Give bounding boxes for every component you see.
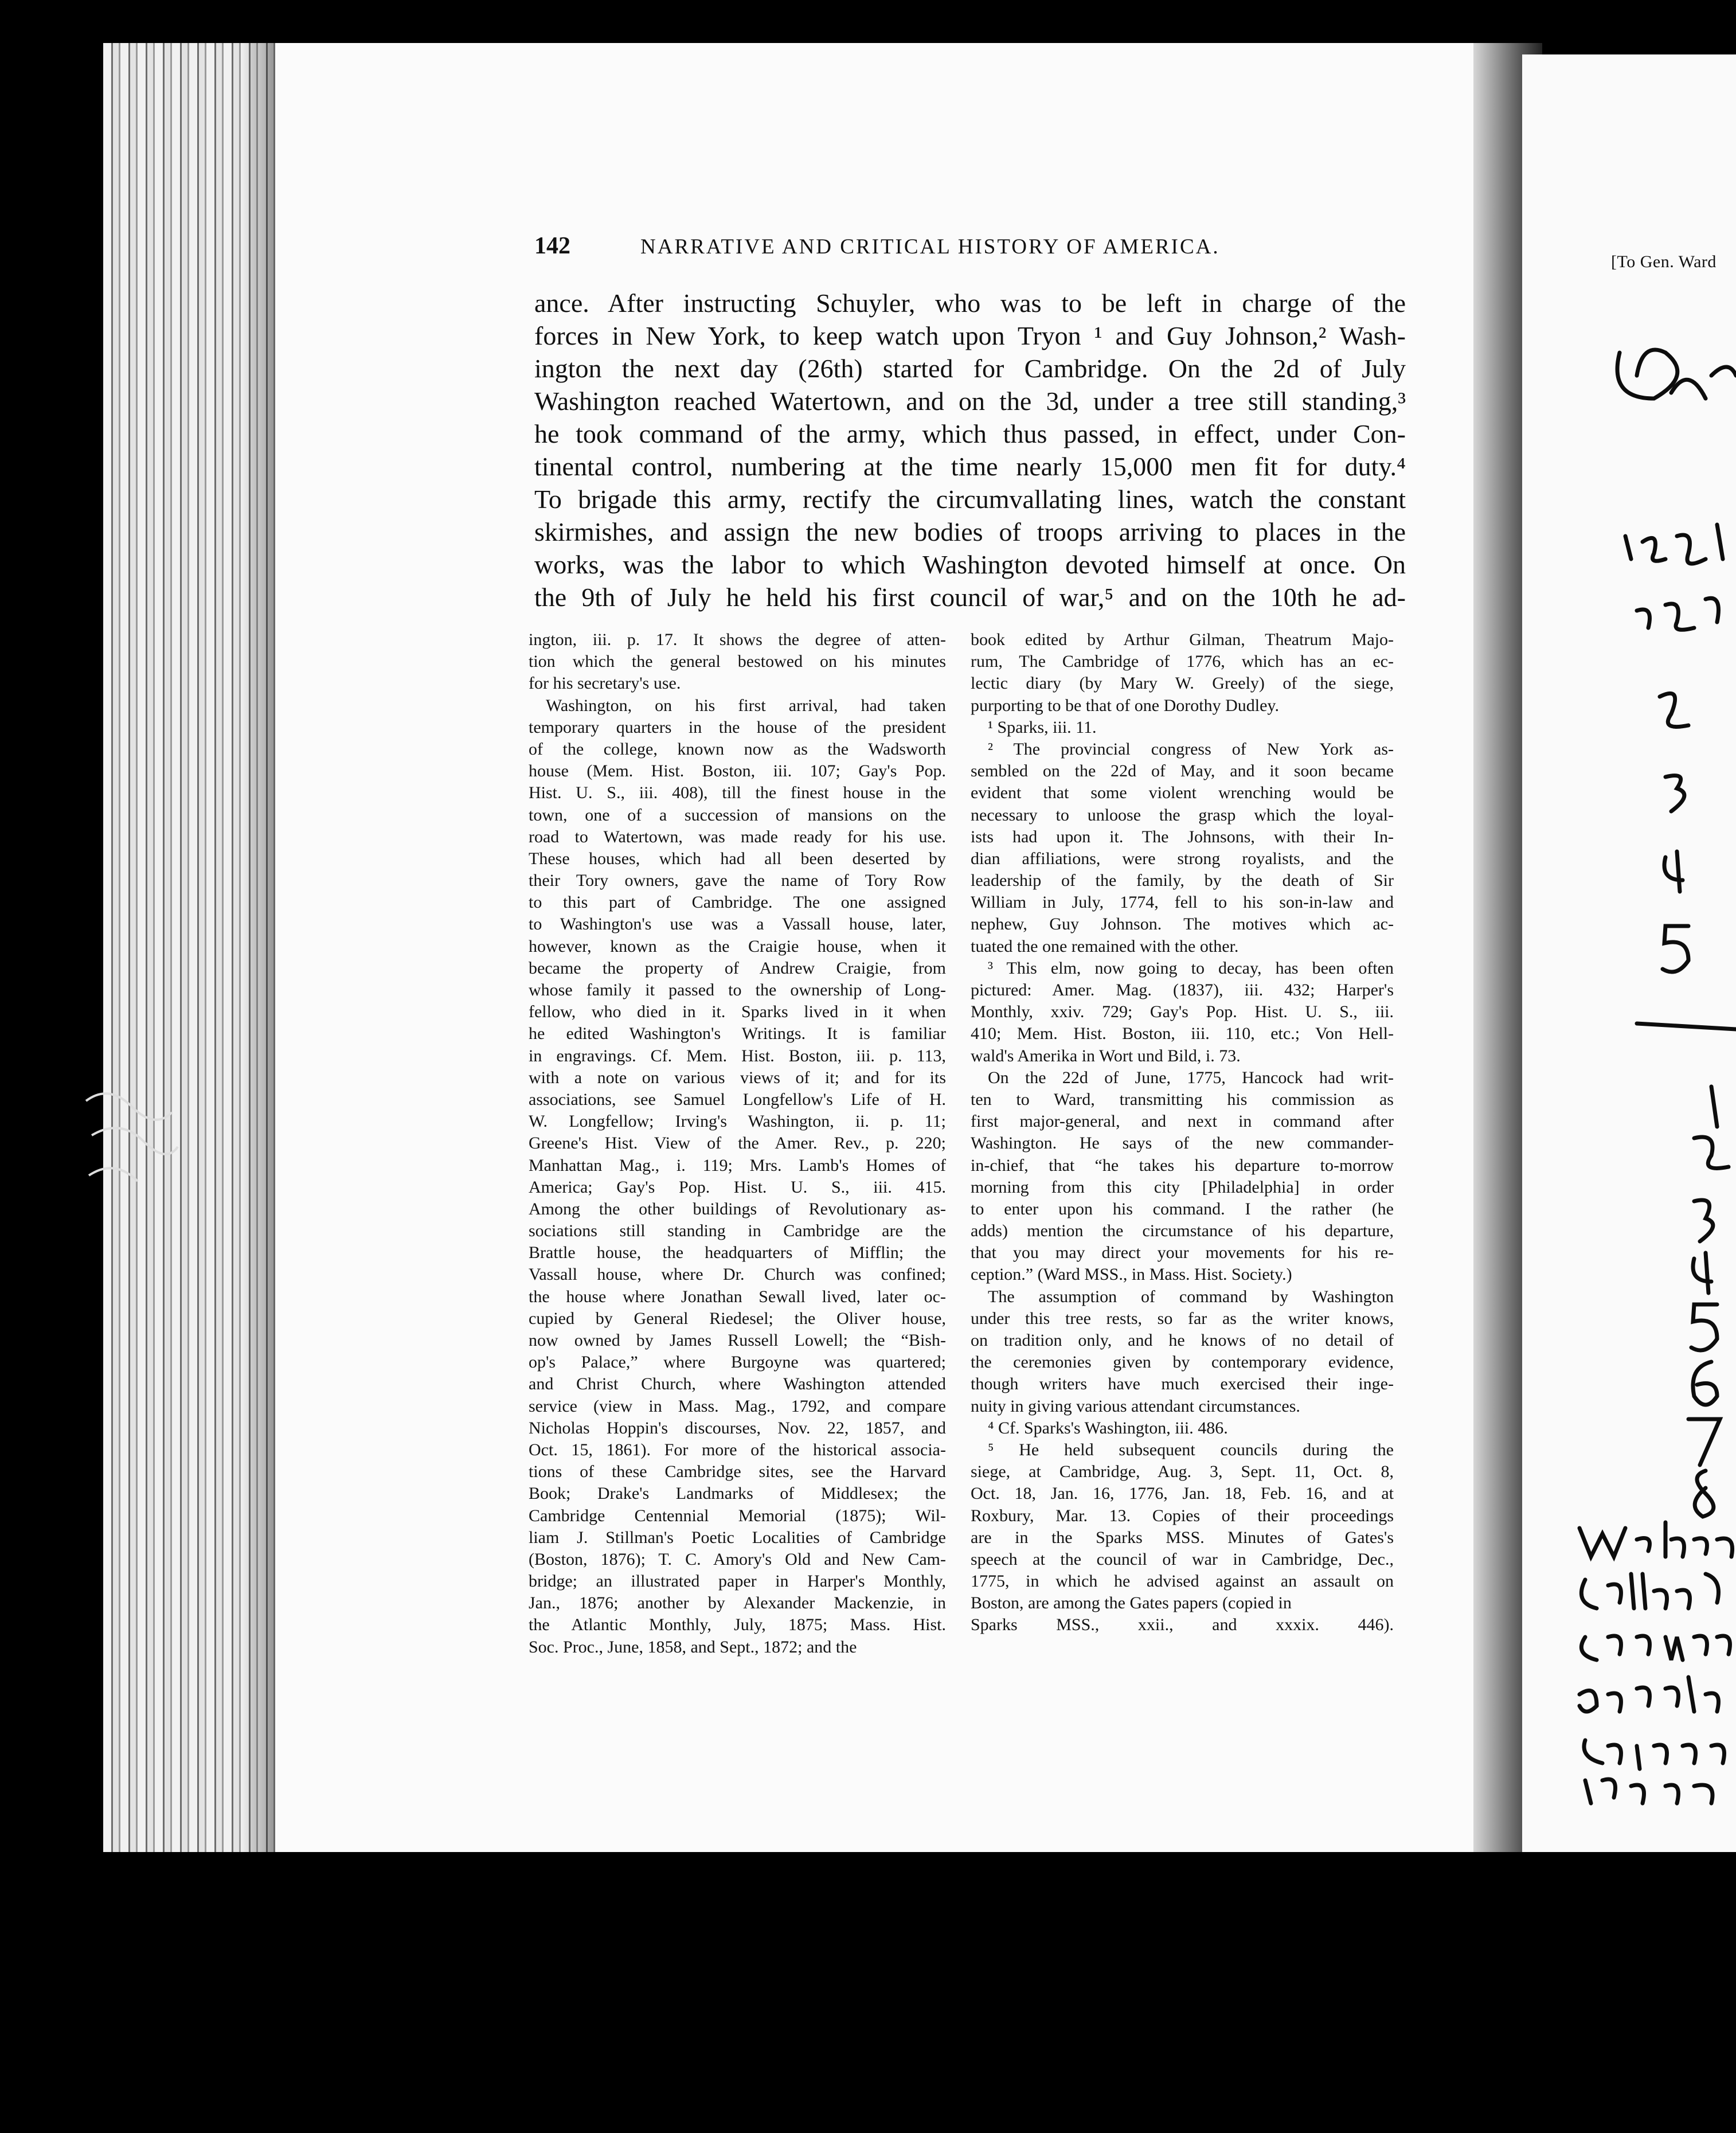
footnote-line: ¹ Sparks, iii. 11. <box>988 717 1097 737</box>
footnote-line: Oct. 15, 1861). For more of the historical associa- <box>529 1440 946 1459</box>
footnote-line: tion which the general bestowed on his minutes <box>529 652 946 671</box>
footnote-line: in-chief, that “he takes his departure to-morrow <box>971 1155 1394 1175</box>
footnote-line: wald's Amerika in Wort und Bild, i. 73. <box>971 1046 1241 1065</box>
footnote-line: their Tory owners, gave the name of Tory Row <box>529 871 946 890</box>
footnote-line: cupied by General Riedesel; the Oliver house, <box>529 1308 946 1328</box>
footnote-line: rum, The Cambridge of 1776, which has an ec- <box>971 652 1394 671</box>
footnote-line: Boston, are among the Gates papers (copied in <box>971 1593 1292 1613</box>
footnote-line: ington, iii. p. 17. It shows the degree of atten- <box>529 630 946 649</box>
footnote-line: liam J. Stillman's Poetic Localities of Cambridge <box>529 1528 946 1547</box>
footnote-line: first major-general, and next in command after <box>971 1112 1394 1131</box>
footnote-line: ⁴ Cf. Sparks's Washington, iii. 486. <box>988 1418 1228 1437</box>
footnote-line: Sparks MSS., xxii., and xxxix. 446). <box>971 1615 1394 1635</box>
page-edges-shadow <box>241 43 275 1852</box>
footnote-line: Hist. U. S., iii. 408), till the finest house in the <box>529 783 946 803</box>
footnote-line: associations, see Samuel Longfellow's Life of H. <box>529 1089 946 1109</box>
footnote-line: nuity in giving various attendant circumstances. <box>971 1396 1300 1416</box>
footnote-line: the house where Jonathan Sewall lived, later oc- <box>529 1287 946 1306</box>
footnote-line: the Atlantic Monthly, July, 1875; Mass. Hist. <box>529 1615 946 1635</box>
facing-page-header: [To Gen. Ward <box>1611 252 1717 271</box>
footnote-line: Washington, on his first arrival, had taken <box>546 696 946 715</box>
running-title: NARRATIVE AND CRITICAL HISTORY OF AMERICA. <box>640 235 1220 259</box>
footnote-line: 1775, in which he advised against an assault on <box>971 1572 1394 1591</box>
footnote-line: William in July, 1774, fell to his son-in-law and <box>971 893 1394 912</box>
footnote-line: ten to Ward, transmitting his commission as <box>971 1089 1394 1109</box>
footnote-line: evident that some violent wrenching would be <box>971 783 1394 803</box>
footnote-line: Roxbury, Mar. 13. Copies of their proceedings <box>971 1506 1394 1525</box>
footnote-line: Among the other buildings of Revolutionary as- <box>529 1199 946 1218</box>
footnote-line: Nicholas Hoppin's discourses, Nov. 22, 1857, and <box>529 1418 946 1437</box>
footnote-line: became the property of Andrew Craigie, from <box>529 958 946 978</box>
edge-scribble-mark <box>75 1078 189 1204</box>
footnote-column-left <box>529 629 946 1658</box>
footnote-line: and Christ Church, where Washington attended <box>529 1374 946 1394</box>
footnote-line: nephew, Guy Johnson. The motives which ac- <box>971 915 1394 934</box>
footnote-line: in engravings. Cf. Mem. Hist. Boston, iii. p. 113, <box>529 1046 946 1065</box>
footnote-line: Brattle house, the headquarters of Mifflin; the <box>529 1243 946 1263</box>
footnote-line: These houses, which had all been deserted by <box>529 849 946 868</box>
footnote-line: On the 22d of June, 1775, Hancock had writ- <box>988 1068 1394 1087</box>
footnote-line: ³ This elm, now going to decay, has been often <box>988 958 1394 978</box>
main-text-line: To brigade this army, rectify the circumvallating lines, watch the constant <box>534 485 1406 514</box>
footnote-line: Book; Drake's Landmarks of Middlesex; the <box>529 1484 946 1503</box>
footnote-line: ists had upon it. The Johnsons, with their In- <box>971 827 1394 846</box>
page-number: 142 <box>534 233 570 259</box>
footnote-line: speech at the council of war in Cambridge, Dec., <box>971 1549 1394 1569</box>
footnote-line: on tradition only, and he knows of no detail of <box>971 1331 1394 1350</box>
footnote-line: op's Palace,” where Burgoyne was quartered; <box>529 1353 946 1372</box>
main-text-block <box>534 287 1406 614</box>
footnote-line: town, one of a succession of mansions on the <box>529 805 946 825</box>
footnote-line: Monthly, xxiv. 729; Gay's Pop. Hist. U. S., iii. <box>971 1002 1394 1022</box>
facing-page-handwritten <box>1522 54 1736 1852</box>
footnote-line: however, known as the Craigie house, when it <box>529 936 946 956</box>
main-text-line: forces in New York, to keep watch upon Tryon ¹ and Guy Johnson,² Wash- <box>534 321 1406 350</box>
footnote-line: Soc. Proc., June, 1858, and Sept., 1872; and the <box>529 1637 857 1657</box>
footnote-line: ception.” (Ward MSS., in Mass. Hist. Society.) <box>971 1265 1292 1284</box>
main-text-line: works, was the labor to which Washington devoted himself at once. On <box>534 550 1406 579</box>
main-text-line: the 9th of July he held his first council of war,⁵ and on the 10th he ad- <box>534 583 1406 612</box>
footnote-line: to this part of Cambridge. The one assigned <box>529 893 946 912</box>
footnote-line: book edited by Arthur Gilman, Theatrum Majo- <box>971 630 1394 649</box>
footnote-line: 410; Mem. Hist. Boston, iii. 110, etc.; Von Hell- <box>971 1024 1394 1044</box>
footnote-line: lectic diary (by Mary W. Greely) of the siege, <box>971 674 1394 693</box>
footnote-line: whose family it passed to the ownership of Long- <box>529 980 946 999</box>
footnote-column-right <box>971 629 1394 1636</box>
footnote-line: tions of these Cambridge sites, see the Harvard <box>529 1462 946 1482</box>
footnote-line: Cambridge Centennial Memorial (1875); Wil- <box>529 1506 946 1525</box>
footnote-line: Washington. He says of the new commander- <box>971 1134 1394 1153</box>
footnote-line: siege, at Cambridge, Aug. 3, Sept. 11, Oct. 8, <box>971 1462 1394 1482</box>
footnote-line: Manhattan Mag., i. 119; Mrs. Lamb's Homes of <box>529 1155 946 1175</box>
footnote-line: service (view in Mass. Mag., 1792, and compare <box>529 1396 946 1416</box>
footnote-line: Jan., 1876; another by Alexander Mackenzie, in <box>529 1593 946 1613</box>
footnote-line: pictured: Amer. Mag. (1837), iii. 432; Harper's <box>971 980 1394 999</box>
footnote-line: for his secretary's use. <box>529 674 681 693</box>
footnote-line: under this tree rests, so far as the writer knows, <box>971 1308 1394 1328</box>
footnote-line: ² The provincial congress of New York as- <box>988 739 1394 759</box>
footnote-line: sembled on the 22d of May, and it soon became <box>971 761 1394 781</box>
main-text-line: tinental control, numbering at the time nearly 15,000 men fit for duty.⁴ <box>534 452 1406 481</box>
footnote-line: W. Longfellow; Irving's Washington, ii. p. 11; <box>529 1112 946 1131</box>
footnote-line: leadership of the family, by the death of Sir <box>971 871 1394 890</box>
footnote-line: Vassall house, where Dr. Church was confined; <box>529 1265 946 1284</box>
footnote-line: road to Watertown, was made ready for his use. <box>529 827 946 846</box>
running-head <box>534 232 1300 267</box>
footnote-line: ⁵ He held subsequent councils during the <box>988 1440 1394 1459</box>
footnote-line: necessary to unloose the grasp which the loyal- <box>971 805 1394 825</box>
footnote-line: house (Mem. Hist. Boston, iii. 107; Gay's Pop. <box>529 761 946 781</box>
footnote-line: adds) mention the circumstance of his departure, <box>971 1221 1394 1241</box>
footnote-line: he edited Washington's Writings. It is familiar <box>529 1024 946 1044</box>
footnote-line: dian affiliations, were strong royalists, and the <box>971 849 1394 868</box>
main-text-line: skirmishes, and assign the new bodies of troops arriving to places in the <box>534 517 1406 546</box>
footnote-line: (Boston, 1876); T. C. Amory's Old and New Cam- <box>529 1549 946 1569</box>
footnote-line: sociations still standing in Cambridge are the <box>529 1221 946 1241</box>
footnote-line: now owned by James Russell Lowell; the “Bish- <box>529 1331 946 1350</box>
footnote-line: the ceremonies given by contemporary evidence, <box>971 1353 1394 1372</box>
footnote-line: of the college, known now as the Wadsworth <box>529 739 946 759</box>
footnote-line: tuated the one remained with the other. <box>971 936 1239 956</box>
footnote-line: morning from this city [Philadelphia] in order <box>971 1177 1394 1197</box>
main-text-line: he took command of the army, which thus passed, in effect, under Con- <box>534 419 1406 448</box>
footnote-line: to enter upon his command. I the rather (he <box>971 1199 1394 1218</box>
main-text-line: ington the next day (26th) started for Cambridge. On the 2d of July <box>534 354 1406 383</box>
footnote-line: though writers have much exercised their inge- <box>971 1374 1394 1394</box>
footnote-line: Greene's Hist. View of the Amer. Rev., p. 220; <box>529 1134 946 1153</box>
footnote-line: The assumption of command by Washington <box>988 1287 1394 1306</box>
footnote-line: bridge; an illustrated paper in Harper's Monthly, <box>529 1572 946 1591</box>
footnote-line: are in the Sparks MSS. Minutes of Gates's <box>971 1528 1394 1547</box>
footnote-line: Oct. 18, Jan. 16, 1776, Jan. 18, Feb. 16, and at <box>971 1484 1394 1503</box>
footnote-line: fellow, who died in it. Sparks lived in it when <box>529 1002 946 1022</box>
footnote-line: with a note on various views of it; and for its <box>529 1068 946 1087</box>
footnote-line: to Washington's use was a Vassall house, later, <box>529 915 946 934</box>
main-text-line: ance. After instructing Schuyler, who was to be left in charge of the <box>534 288 1406 318</box>
footnote-line: America; Gay's Pop. Hist. U. S., iii. 415. <box>529 1177 946 1197</box>
footnote-line: temporary quarters in the house of the president <box>529 717 946 737</box>
main-text-line: Washington reached Watertown, and on the 3d, under a tree still standing,³ <box>534 386 1406 416</box>
footnote-line: that you may direct your movements for his re- <box>971 1243 1394 1263</box>
footnote-line: purporting to be that of one Dorothy Dudley. <box>971 696 1279 715</box>
handwriting-image <box>1522 54 1736 1852</box>
